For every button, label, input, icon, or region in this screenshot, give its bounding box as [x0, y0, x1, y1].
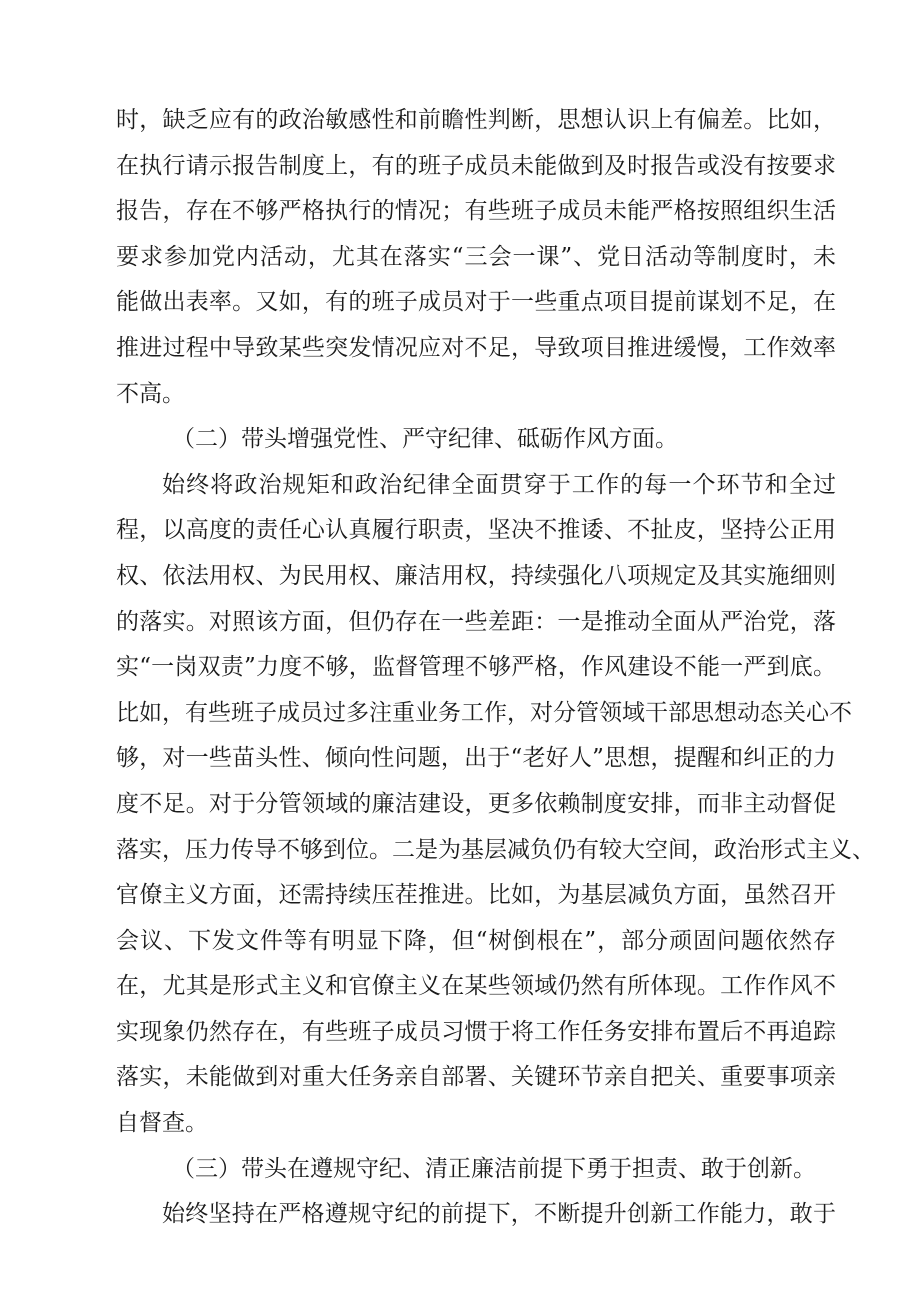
- text-line: 始终坚持在严格遵规守纪的前提下，不断提升创新工作能力，敢于: [162, 1201, 836, 1228]
- text-line: 在，尤其是形式主义和官僚主义在某些领域仍然有所体现。工作作风不: [116, 973, 836, 1000]
- text-line: 够，对一些苗头性、倾向性问题，出于“老好人”思想，提醒和纠正的力: [116, 745, 836, 772]
- section-heading: （二）带头增强党性、严守纪律、砥砺作风方面。: [172, 426, 678, 453]
- text-line: 度不足。对于分管领域的廉洁建设，更多依赖制度安排，而非主动督促: [116, 790, 836, 817]
- section-heading: （三）带头在遵规守纪、清正廉洁前提下勇于担责、敢于创新。: [172, 1155, 816, 1182]
- text-line: 时，缺乏应有的政治敏感性和前瞻性判断，思想认识上有偏差。比如，: [116, 107, 836, 133]
- text-line: 始终将政治规矩和政治纪律全面贯穿于工作的每一个环节和全过: [162, 471, 836, 498]
- document-body: [116, 98, 875, 1238]
- text-line: 落实，未能做到对重大任务亲自部署、关键环节亲自把关、重要事项亲: [116, 1064, 836, 1091]
- text-line: 在执行请示报告制度上，有的班子成员未能做到及时报告或没有按要求: [116, 152, 836, 179]
- text-line: 官僚主义方面，还需持续压茬推进。比如，为基层减负方面，虽然召开: [116, 882, 836, 909]
- text-line: 的落实。对照该方面，但仍存在一些差距：一是推动全面从严治党，落: [116, 608, 836, 635]
- text-line: 报告，存在不够严格执行的情况；有些班子成员未能严格按照组织生活: [116, 198, 836, 225]
- text-line: 要求参加党内活动，尤其在落实“三会一课”、党日活动等制度时，未: [116, 243, 836, 270]
- text-line: 程，以高度的责任心认真履行职责，坚决不推诿、不扯皮，坚持公正用: [116, 517, 836, 544]
- text-line: 会议、下发文件等有明显下降，但“树倒根在”，部分顽固问题依然存: [116, 927, 836, 954]
- text-line: 推进过程中导致某些突发情况应对不足，导致项目推进缓慢，工作效率: [116, 334, 836, 361]
- text-line: 权、依法用权、为民用权、廉洁用权，持续强化八项规定及其实施细则: [116, 562, 836, 589]
- text-line: 落实，压力传导不够到位。二是为基层减负仍有较大空间，政治形式主义、: [116, 836, 875, 863]
- text-line: 能做出表率。又如，有的班子成员对于一些重点项目提前谋划不足，在: [116, 289, 836, 316]
- text-line: 实“一岗双责”力度不够，监督管理不够严格，作风建设不能一严到底。: [116, 654, 836, 681]
- text-line: 自督查。: [116, 1110, 208, 1137]
- text-line: 比如，有些班子成员过多注重业务工作，对分管领域干部思想动态关心不: [116, 699, 852, 726]
- text-line: 实现象仍然存在，有些班子成员习惯于将工作任务安排布置后不再追踪: [116, 1018, 836, 1045]
- text-line: 不高。: [116, 380, 185, 407]
